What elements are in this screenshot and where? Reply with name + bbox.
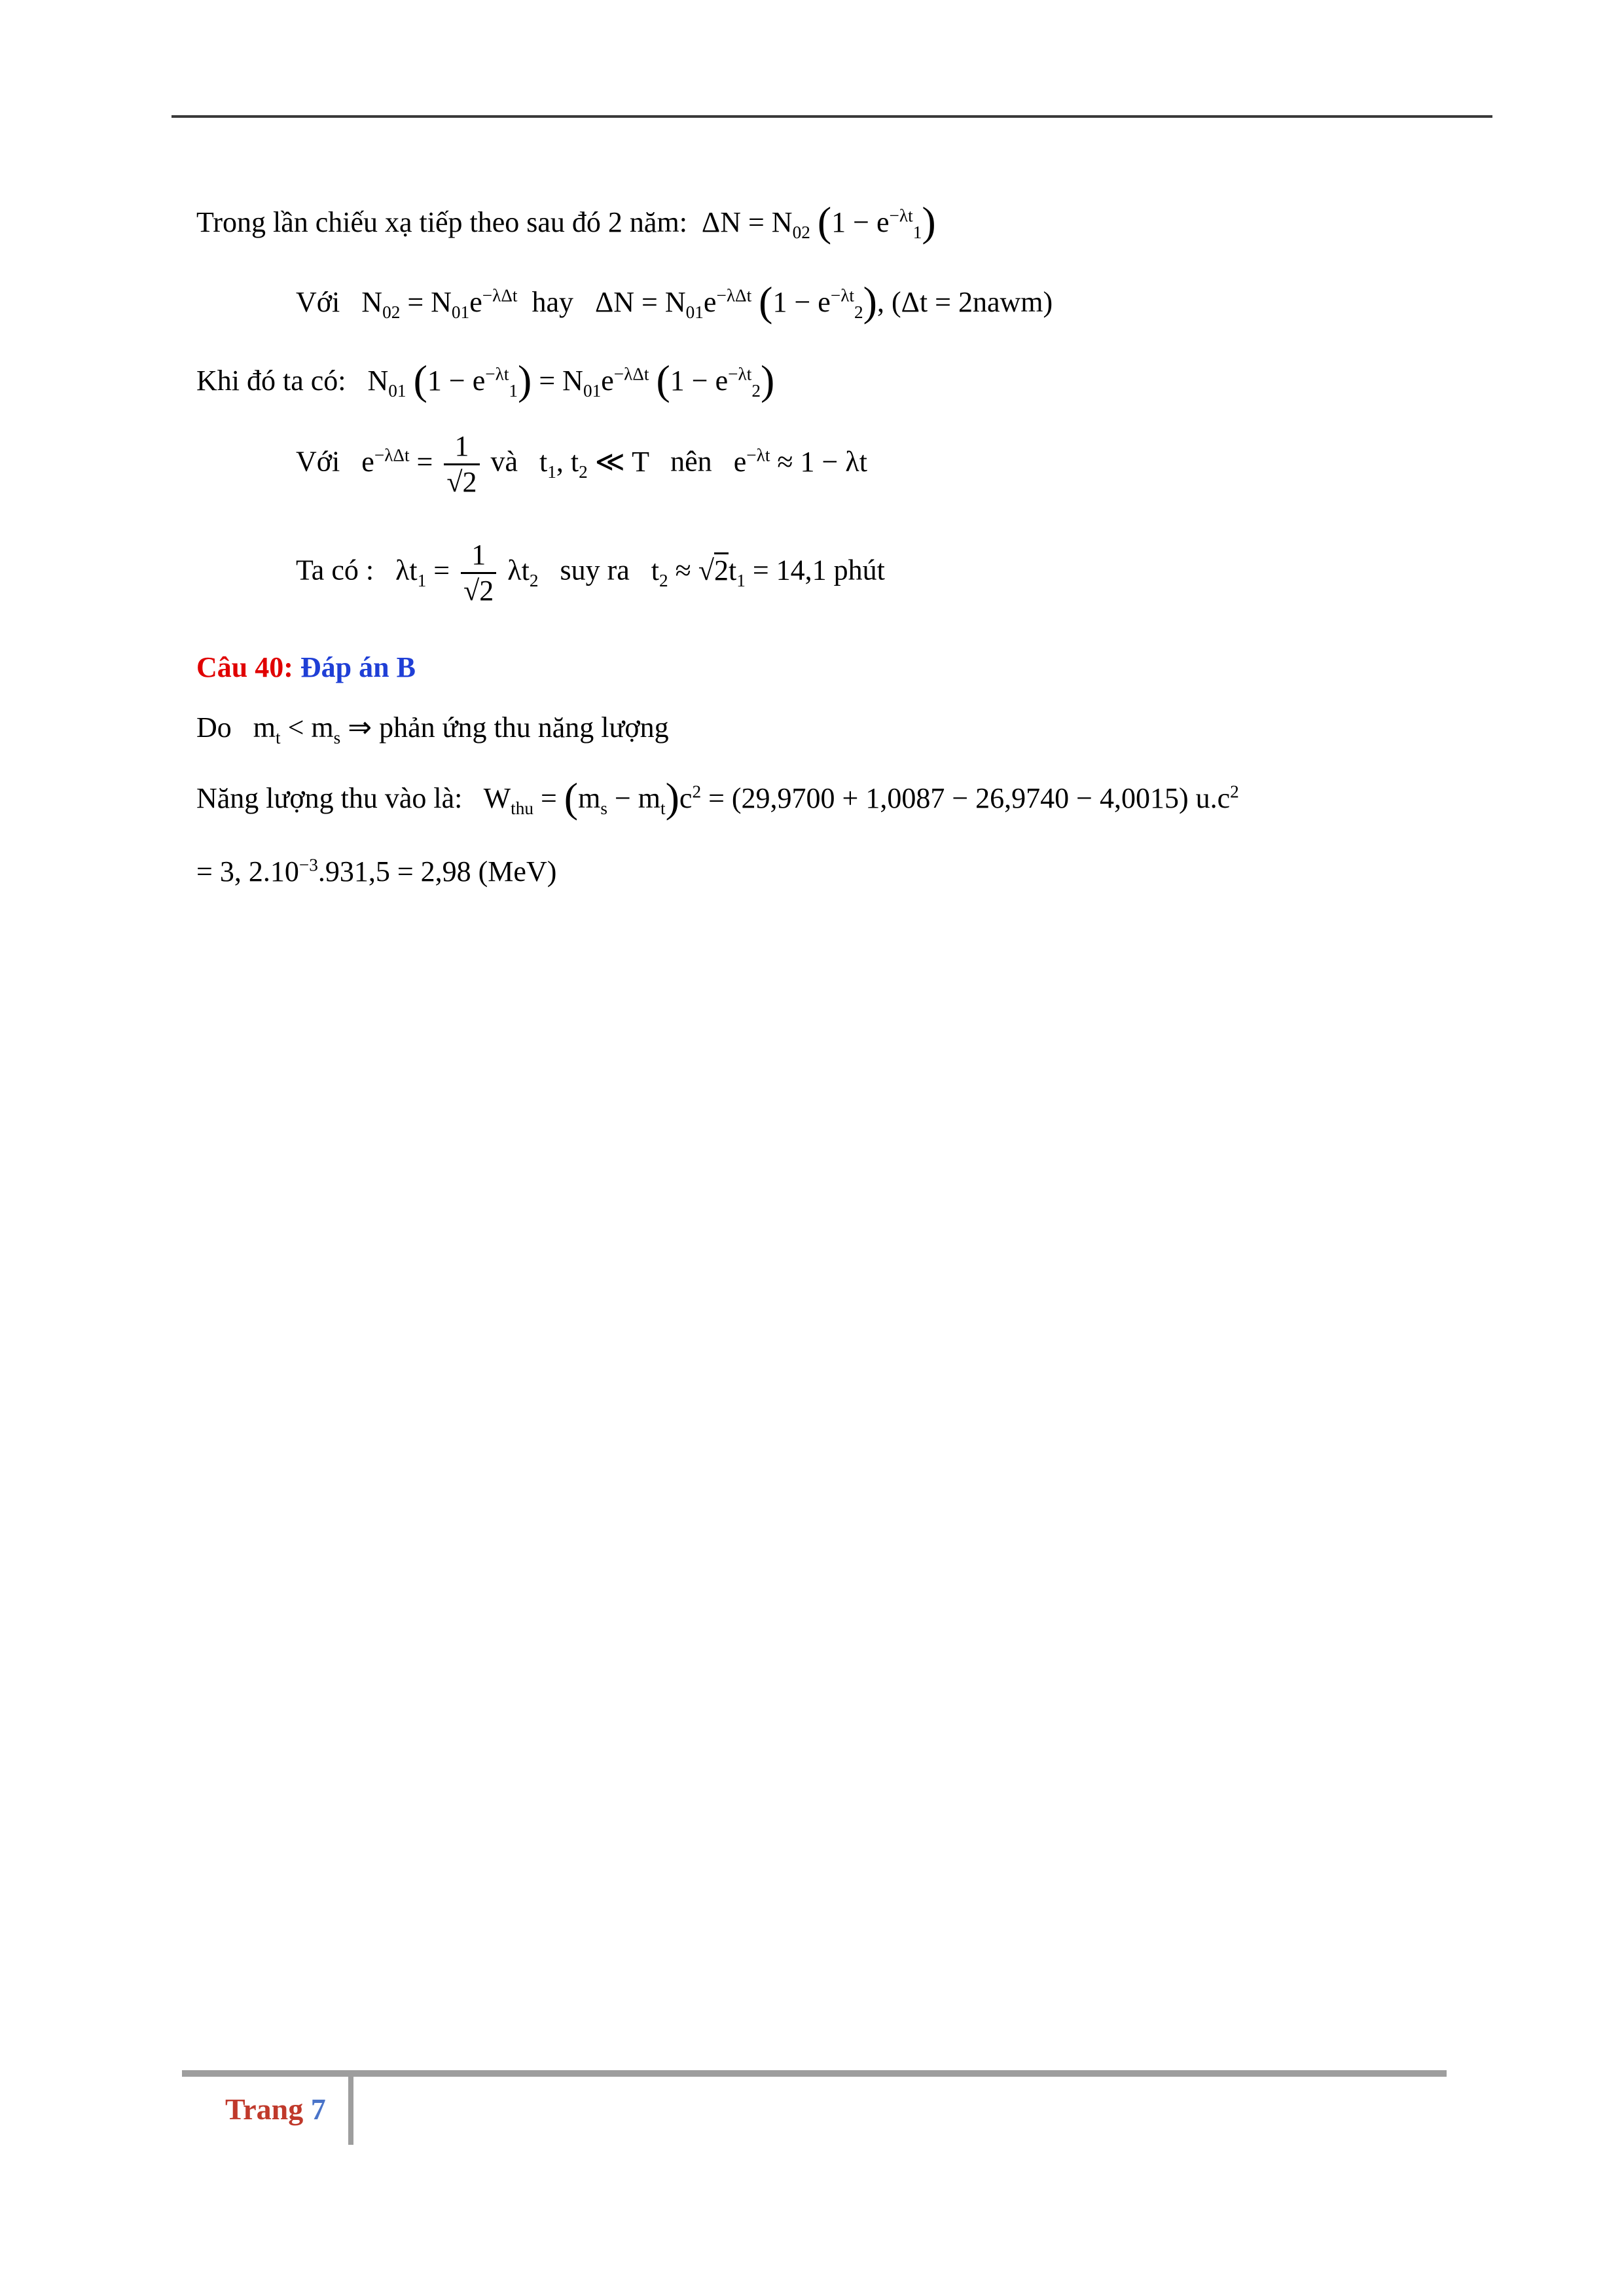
line-text: hay: [532, 286, 573, 318]
line-text: Ta có :: [296, 554, 374, 586]
line-text: Với: [296, 286, 340, 318]
page-footer: [225, 2092, 326, 2126]
energy-values: = (29,9700 + 1,0087 − 26,9740 − 4,0015) u.c: [708, 782, 1231, 814]
line-text: nên: [670, 445, 712, 478]
line-text: Trong lần chiếu xạ tiếp theo sau đó 2 năm:: [196, 206, 687, 238]
question-heading: [196, 653, 416, 682]
result-value: = 14,1 phút: [752, 554, 885, 586]
line-energy-result: = 3, $2.10^{-3}.931,5 = 2,98$ (MeV): [196, 855, 557, 888]
line-approximation: Với $e^{-\lambda\Delta t}$ = $\frac{1}{√2}$ và $t_1$, $t_2$ ≪ T nên $e^{-\lambda t} \approx 1 - \lambda t$: [296, 430, 867, 498]
line-text: Khi đó ta có:: [196, 365, 346, 397]
line-text: Do: [196, 711, 232, 744]
answer-label: Đáp án B: [300, 651, 416, 683]
line-equality: Khi đó ta có: $N_{01}$ $(1 - e^{-\lambda t}_1) = N_{01}e^{-\lambda\Delta t}$ $(1 - e^{-\lambda t}_2)$: [196, 357, 775, 403]
energy-result: = 3, 2.10: [196, 855, 299, 888]
line-text: Năng lượng thu vào là:: [196, 782, 463, 814]
header-rule: [171, 115, 1492, 118]
line-result: Ta có : $\lambda t_1$ = $\frac{1}{√2}$ $\lambda t_2$ suy ra $t_2 \approx √2t_1 = 14,1$ phút: [296, 539, 885, 607]
page-number: 7: [310, 2092, 326, 2126]
energy-result-tail: .931,5 = 2,98 (MeV): [317, 855, 557, 888]
line-delta-n: Trong lần chiếu xạ tiếp theo sau đó 2 năm: $\Delta N = N_{02}$ $(1 - e^{-\lambda t}_1)$: [196, 198, 936, 245]
delta-t-note: (Δt = 2nawm): [891, 286, 1053, 318]
footer-rule: [182, 2070, 1447, 2077]
line-text: suy ra: [560, 554, 630, 586]
line-text: Với: [296, 445, 340, 478]
fraction: $\frac{1}{√2}$: [461, 541, 496, 605]
line-energy: Năng lượng thu vào là: $W_{thu} = (m_s - m_t)c^2 = (29,9700 + 1,0087 - 26,9740 - 4,0015)$ $u.c^2$: [196, 774, 1239, 821]
line-text: phản ứng thu năng lượng: [379, 711, 669, 744]
page-label: Trang: [225, 2092, 304, 2126]
line-reaction: Do $m_t < m_s$ ⇒ phản ứng thu năng lượng: [196, 711, 669, 747]
footer-divider: [348, 2077, 353, 2145]
line-n02: Với $N_{02} = N_{01}e^{-\lambda\Delta t}$ hay $\Delta N = N_{01}e^{-\lambda\Delta t}$ $(1 - e^{-\lambda t}_2)$, (Δt = 2nawm): [296, 278, 1053, 325]
fraction: $\frac{1}{√2}$: [444, 432, 479, 497]
question-label: Câu 40:: [196, 651, 293, 683]
line-text: và: [490, 445, 518, 478]
